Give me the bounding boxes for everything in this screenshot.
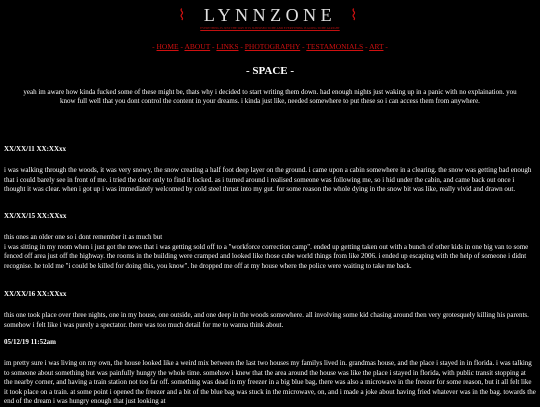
entry-date: XX/XX/16 XX:XXxx	[4, 290, 67, 298]
site-tagline: EVERYTHING IS JUST THE WAY IT IS SUPPOSED TO BE AND EVERYTHING IS GOING TO BE ALRIGHT	[200, 26, 340, 30]
nav-link-about[interactable]: ABOUT	[184, 42, 211, 51]
entry-date: 05/12/19 11:52am	[4, 338, 56, 346]
red-swirl-icon: ⌇	[178, 8, 190, 24]
nav-link-testamonials[interactable]: TESTAMONIALS	[306, 42, 364, 51]
dream-entry	[4, 145, 536, 195]
red-swirl-icon: ⌇	[350, 8, 362, 24]
site-logo[interactable]	[0, 6, 540, 25]
nav-link-photography[interactable]: PHOTOGRAPHY	[244, 42, 301, 51]
nav-link-links[interactable]: LINKS	[216, 42, 239, 51]
entry-text: im pretty sure i was living on my own, the house looked like a weird mix between the last two houses my familys lived in. grandmas house, and the place i stayed in in florida. i was talking to someone about something but was painfully hungry the whole time. somehow i knew that the area around the house was like the place i stayed in florida, with public transit stopping at the nearby corner, and having a train station not too far off. something was dead in my freezer in a big blue bag, there was also a microwave in the freezer for some reason, but it all felt like it took place on a train. at some point i opened the freezer and a bit of the blue bag was stuck in the microwave, on, and i made a joke about having fried whatever was in the bag. towards the end of the dream i was hungry enough that just looking at	[4, 359, 536, 406]
nav-link-home[interactable]: HOME	[156, 42, 179, 51]
main-nav: - HOME - ABOUT - LINKS - PHOTOGRAPHY - TESTAMONIALS - ART -	[152, 42, 388, 51]
entry-text: i was walking through the woods, it was very snowy, the snow creating a half foot deep layer on the ground. i came upon a cabin somewhere in a clearing. the snow was getting bad enough that i could barely see in front of me. i tried the door only to find it locked. as i turned around i realised someone was following me, so i hid under the cabin, and came back out once i thought it was clear. when i got up i was immediately welcomed by cold steel thrust into my gut. for some reason the whole dying in the snow bit was like, really vivid and drawn out.	[4, 166, 532, 194]
entry-date: XX/XX/11 XX:XXxx	[4, 145, 67, 153]
entry-text: i was sitting in my room when i just got the news that i was getting sold off to a "workforce correction camp". ended up getting taken out with a bunch of other kids in one big van to some fenced off area just off the highway. the rooms in the building were cramped and looked like those cube world things from like 2006. i ended up escaping with the help of someone i didnt recognise. he told me "i could be killed for doing this, you know". he dropped me off at my house where the police were waiting to take me back.	[4, 242, 529, 270]
nav-link-art[interactable]: ART	[369, 42, 384, 51]
dream-entry	[4, 290, 536, 330]
entry-text: this one took place over three nights, one in my house, one outside, and one deep in the woods somewhere. all involving some kid chasing around then very grotesquely killing his parents. somehow i felt like i was purely a spectator. there was too much detail for me to wanna think about.	[4, 311, 529, 329]
dream-entry	[4, 212, 536, 271]
entry-text: this ones an older one so i dont remember it as much but	[4, 233, 163, 242]
site-title: LYNNZONE	[203, 5, 337, 25]
entry-date: XX/XX/15 XX:XXxx	[4, 212, 67, 220]
dream-entry	[4, 338, 536, 407]
page-title: - SPACE -	[245, 65, 295, 77]
intro-text: yeah im aware how kinda fucked some of these might be, thats why i decided to start writing them down. had enough nights just waking up in a panic with no explaination. you know full well that you dont control the content in your dreams. i kinda just like, needed somewhere to put these so i can access them from anywhere.	[23, 88, 517, 106]
